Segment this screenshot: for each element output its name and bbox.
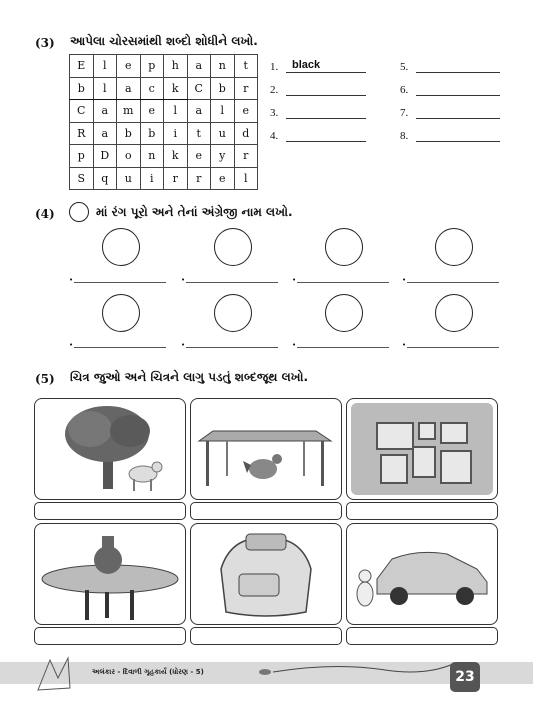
grid-cell: b bbox=[140, 122, 164, 145]
grid-cell: a bbox=[187, 100, 211, 123]
grid-cell: l bbox=[93, 55, 117, 78]
grid-cell: o bbox=[117, 145, 141, 168]
grid-row bbox=[70, 167, 258, 190]
leaf-decoration-icon bbox=[28, 650, 78, 700]
answer-line-2[interactable] bbox=[270, 83, 366, 96]
answer-box-1[interactable] bbox=[34, 502, 186, 520]
color-circle[interactable] bbox=[435, 294, 473, 332]
bullet-dot: • bbox=[292, 276, 297, 284]
name-blank-line[interactable] bbox=[186, 282, 278, 283]
grid-cell: b bbox=[211, 77, 235, 100]
color-circle[interactable] bbox=[435, 228, 473, 266]
name-blank-line[interactable] bbox=[74, 347, 166, 348]
grid-cell: r bbox=[234, 145, 258, 168]
picture-card-tree bbox=[34, 398, 186, 500]
grid-cell: a bbox=[117, 77, 141, 100]
answer-line-3[interactable] bbox=[270, 106, 366, 119]
answer-box-3[interactable] bbox=[346, 502, 498, 520]
grid-row bbox=[70, 122, 258, 145]
picture-card-table-hen bbox=[190, 398, 342, 500]
answer-blank[interactable] bbox=[286, 83, 366, 96]
answer-box-6[interactable] bbox=[346, 627, 498, 645]
answer-number: 7. bbox=[400, 107, 409, 119]
grid-cell: c bbox=[140, 77, 164, 100]
q4-number: (4) bbox=[35, 207, 55, 221]
grid-cell: e bbox=[117, 55, 141, 78]
answer-number: 3. bbox=[270, 107, 279, 119]
name-blank-line[interactable] bbox=[407, 282, 499, 283]
answer-value: black bbox=[292, 59, 321, 71]
grid-cell: S bbox=[70, 167, 94, 190]
q4-instruction: માં રંગ પૂરો અને તેનાં અંગ્રેજી નામ લખો. bbox=[96, 205, 293, 219]
color-circle[interactable] bbox=[214, 294, 252, 332]
name-blank-line[interactable] bbox=[407, 347, 499, 348]
picture-card-wall-frames bbox=[346, 398, 498, 500]
grid-cell: r bbox=[187, 167, 211, 190]
grid-row bbox=[70, 55, 258, 78]
answer-number: 4. bbox=[270, 130, 279, 142]
table-hen-illustration bbox=[191, 399, 341, 499]
color-circle[interactable] bbox=[325, 294, 363, 332]
q3-number: (3) bbox=[35, 36, 55, 50]
grid-cell: e bbox=[211, 167, 235, 190]
grid-cell: n bbox=[211, 55, 235, 78]
footer-text: અલંકાર - દિવાળી ગૃહકાર્ય (ધોરણ - 5) bbox=[92, 668, 204, 676]
grid-cell: d bbox=[234, 122, 258, 145]
grid-cell: e bbox=[234, 100, 258, 123]
answer-blank[interactable] bbox=[286, 129, 366, 142]
grid-cell: C bbox=[187, 77, 211, 100]
grid-cell: e bbox=[187, 145, 211, 168]
answer-blank[interactable] bbox=[416, 129, 500, 142]
grid-cell: p bbox=[140, 55, 164, 78]
grid-row bbox=[70, 100, 258, 123]
answer-number: 5. bbox=[400, 61, 409, 73]
grid-cell: p bbox=[70, 145, 94, 168]
grid-cell: t bbox=[187, 122, 211, 145]
grid-cell: a bbox=[93, 122, 117, 145]
answer-line-4[interactable] bbox=[270, 129, 366, 142]
picture-card-school-bag bbox=[190, 523, 342, 625]
school-bag-illustration bbox=[191, 524, 341, 624]
answer-blank[interactable] bbox=[416, 83, 500, 96]
grid-cell: C bbox=[70, 100, 94, 123]
grid-cell: R bbox=[70, 122, 94, 145]
answer-number: 6. bbox=[400, 84, 409, 96]
grid-cell: u bbox=[117, 167, 141, 190]
q5-number: (5) bbox=[35, 372, 55, 386]
picture-card-car-dog bbox=[346, 523, 498, 625]
q5-instruction: ચિત્ર જુઓ અને ચિત્રને લાગુ પડતું શબ્દજૂથ લખો. bbox=[70, 370, 309, 384]
sample-circle-icon bbox=[69, 202, 89, 222]
grid-cell: l bbox=[93, 77, 117, 100]
bullet-dot: • bbox=[402, 341, 407, 349]
grid-cell: E bbox=[70, 55, 94, 78]
bullet-dot: • bbox=[292, 341, 297, 349]
grid-cell: y bbox=[211, 145, 235, 168]
grid-cell: h bbox=[164, 55, 188, 78]
grid-cell: e bbox=[140, 100, 164, 123]
grid-cell: l bbox=[211, 100, 235, 123]
pencil-line-decoration-icon bbox=[255, 660, 455, 682]
grid-cell: r bbox=[234, 77, 258, 100]
q3-instruction: આપેલા ચોરસમાંથી શબ્દો શોધીને લખો. bbox=[70, 34, 258, 48]
grid-cell: a bbox=[187, 55, 211, 78]
name-blank-line[interactable] bbox=[74, 282, 166, 283]
answer-blank[interactable] bbox=[286, 60, 366, 73]
answer-line-1[interactable] bbox=[270, 60, 366, 73]
grid-row bbox=[70, 77, 258, 100]
answer-blank[interactable] bbox=[286, 106, 366, 119]
answer-line-5[interactable] bbox=[400, 60, 500, 73]
grid-cell: b bbox=[70, 77, 94, 100]
answer-line-7[interactable] bbox=[400, 106, 500, 119]
bullet-dot: • bbox=[181, 276, 186, 284]
grid-cell: q bbox=[93, 167, 117, 190]
answer-line-6[interactable] bbox=[400, 83, 500, 96]
answer-box-4[interactable] bbox=[34, 627, 186, 645]
grid-cell: r bbox=[164, 167, 188, 190]
car-dog-illustration bbox=[347, 524, 497, 624]
page-number: 23 bbox=[450, 662, 480, 692]
grid-cell: l bbox=[234, 167, 258, 190]
grid-cell: b bbox=[117, 122, 141, 145]
answer-blank[interactable] bbox=[416, 60, 500, 73]
grid-cell: D bbox=[93, 145, 117, 168]
color-circle[interactable] bbox=[325, 228, 363, 266]
grid-cell: m bbox=[117, 100, 141, 123]
color-circle[interactable] bbox=[102, 294, 140, 332]
grid-cell: k bbox=[164, 77, 188, 100]
picture-card-pot-table bbox=[34, 523, 186, 625]
tree-goat-illustration bbox=[35, 399, 185, 499]
bullet-dot: • bbox=[69, 341, 74, 349]
bullet-dot: • bbox=[69, 276, 74, 284]
pot-table-illustration bbox=[35, 524, 185, 624]
grid-cell: n bbox=[140, 145, 164, 168]
answer-box-5[interactable] bbox=[190, 627, 342, 645]
name-blank-line[interactable] bbox=[186, 347, 278, 348]
grid-cell: t bbox=[234, 55, 258, 78]
grid-cell: k bbox=[164, 145, 188, 168]
bullet-dot: • bbox=[181, 341, 186, 349]
grid-cell: l bbox=[164, 100, 188, 123]
grid-cell: a bbox=[93, 100, 117, 123]
answer-number: 2. bbox=[270, 84, 279, 96]
grid-cell: i bbox=[164, 122, 188, 145]
answer-box-2[interactable] bbox=[190, 502, 342, 520]
name-blank-line[interactable] bbox=[297, 282, 389, 283]
color-circle[interactable] bbox=[102, 228, 140, 266]
bullet-dot: • bbox=[402, 276, 407, 284]
answer-number: 1. bbox=[270, 61, 279, 73]
word-search-grid bbox=[69, 54, 258, 190]
grid-cell: u bbox=[211, 122, 235, 145]
grid-row bbox=[70, 145, 258, 168]
wall-frames-illustration bbox=[347, 399, 497, 499]
answer-number: 8. bbox=[400, 130, 409, 142]
name-blank-line[interactable] bbox=[297, 347, 389, 348]
color-circle[interactable] bbox=[214, 228, 252, 266]
answer-blank[interactable] bbox=[416, 106, 500, 119]
grid-cell: i bbox=[140, 167, 164, 190]
answer-line-8[interactable] bbox=[400, 129, 500, 142]
